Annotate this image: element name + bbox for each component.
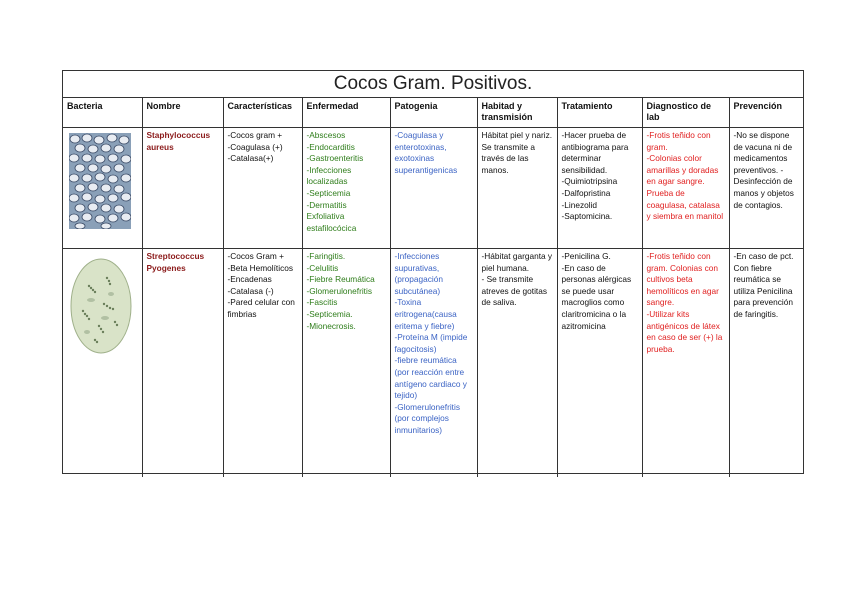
list-item: -Coagulasa y enterotoxinas, exotoxinas superantigenicas: [394, 130, 458, 175]
caracteristicas-cell: [223, 249, 302, 478]
staphylococcus-micrograph-image: [69, 133, 131, 229]
header-diagnostico: Diagnostico de lab: [642, 98, 729, 128]
list-item: -Dermatitis Exfoliativa estafilocócica: [306, 199, 357, 233]
header-nombre: Nombre: [142, 98, 223, 128]
list-item: -Septicemia: [306, 187, 351, 198]
list-item: -Frotis teñido con gram.: [646, 130, 711, 152]
list-item: Prueba de coagulasa, catalasa y siembra en manitol: [646, 187, 724, 222]
list-item: -Cocos Gram +: [227, 251, 284, 261]
list-item: -Hacer prueba de antibiograma para determinar sensibilidad.: [561, 130, 629, 175]
list-item: -Glomerulonefritis (por complejos inmunitarios): [394, 401, 460, 435]
bacteria-name: Staphylococcus aureus: [146, 130, 211, 152]
habitat-cell: [477, 249, 557, 478]
table-row: [63, 128, 803, 249]
list-item: -Fascitis: [306, 297, 338, 308]
patogenia-cell: [390, 249, 477, 478]
list-item: -Hábitat garganta y piel humana.: [481, 251, 553, 273]
list-item: -Colonias color amarillas y doradas en agar sangre.: [646, 153, 719, 187]
list-item: -Infecciones supurativas, (propagación subcutánea): [394, 251, 443, 296]
list-item: -Proteína M (impide fagocitosis): [394, 332, 468, 354]
list-item: Hábitat piel y nariz. Se transmite a través de las manos.: [481, 130, 553, 175]
enfermedad-cell: [302, 128, 390, 249]
header-bacteria: Bacteria: [63, 98, 142, 128]
bacteria-table: [63, 98, 803, 477]
list-item: -Cocos gram +: [227, 130, 283, 140]
diagnostico-cell: [642, 249, 729, 478]
header-patogenia: Patogenia: [390, 98, 477, 128]
prevencion-cell: [729, 249, 803, 478]
list-item: -Septicemia.: [306, 308, 353, 319]
list-item: -Celulitis: [306, 262, 339, 273]
header-prevencion: Prevención: [729, 98, 803, 128]
list-item: -Toxina eritrogena(causa eritema y fiebre): [394, 297, 457, 331]
list-item: -Mionecrosis.: [306, 320, 356, 331]
list-item: -Coagulasa (+): [227, 141, 283, 152]
bacteria-image-cell: [63, 128, 142, 249]
list-item: -Dalfopristina: [561, 187, 611, 198]
header-enfermedad: Enfermedad: [302, 98, 390, 128]
list-item: -Catalasa(+): [227, 153, 274, 164]
list-item: -Infecciones localizadas: [306, 164, 352, 187]
header-row: [63, 98, 803, 128]
list-item: -Faringitis.: [306, 251, 346, 261]
list-item: -En caso de pct. Con fiebre reumática se utiliza Penicilina para prevención de faringitis.: [733, 251, 794, 319]
list-item: -Fiebre Reumática: [306, 274, 375, 285]
list-item: -Beta Hemolíticos: [227, 262, 293, 273]
list-item: -Frotis teñido con gram. Colonias con cultivos beta hemolíticos en agar sangre.: [646, 251, 719, 308]
list-item: -Utilizar kits antigénicos de látex en caso de ser (+) la prueba.: [646, 308, 723, 354]
prevencion-cell: [729, 128, 803, 249]
table-row: [63, 249, 803, 478]
header-caracteristicas: Características: [223, 98, 302, 128]
patogenia-cell: [390, 128, 477, 249]
list-item: -Endocarditis: [306, 141, 355, 152]
list-item: -Abscesos: [306, 130, 346, 140]
tratamiento-cell: [557, 128, 642, 249]
nombre-cell: [142, 249, 223, 478]
tratamiento-cell: [557, 249, 642, 478]
caracteristicas-cell: [223, 128, 302, 249]
list-item: -En caso de personas alérgicas se puede usar macroglios como claritromicina o la azitromicina: [561, 262, 632, 331]
bacteria-name: Streptococcus Pyogenes: [146, 251, 205, 273]
nombre-cell: [142, 128, 223, 249]
document-title: Cocos Gram. Positivos.: [63, 71, 803, 98]
document-sheet: [62, 70, 804, 474]
list-item: -Pared celular con fimbrias: [227, 297, 295, 319]
list-item: -Quimiotripsina: [561, 176, 618, 187]
list-item: - Se transmite atreves de gotitas de saliva.: [481, 274, 547, 308]
list-item: -No se dispone de vacuna ni de medicamentos preventivos. -Desinfección de manos y objetos de contagios.: [733, 130, 794, 210]
habitat-cell: [477, 128, 557, 249]
list-item: -fiebre reumática (por reacción entre antígeno cardiaco y tejido): [394, 355, 467, 401]
list-item: -Gastroenteritis: [306, 153, 364, 164]
list-item: -Encadenas: [227, 274, 272, 285]
streptococcus-micrograph-image: [69, 256, 133, 356]
list-item: -Linezolid: [561, 199, 598, 210]
list-item: -Penicilina G.: [561, 251, 611, 261]
bacteria-image-cell: [63, 249, 142, 478]
diagnostico-cell: [642, 128, 729, 249]
list-item: -Glomerulonefritis: [306, 285, 372, 296]
list-item: -Catalasa (-): [227, 285, 274, 296]
enfermedad-cell: [302, 249, 390, 478]
header-tratamiento: Tratamiento: [557, 98, 642, 128]
list-item: -Saptomicina.: [561, 211, 613, 222]
header-habitat: Habitad y transmisión: [477, 98, 557, 128]
